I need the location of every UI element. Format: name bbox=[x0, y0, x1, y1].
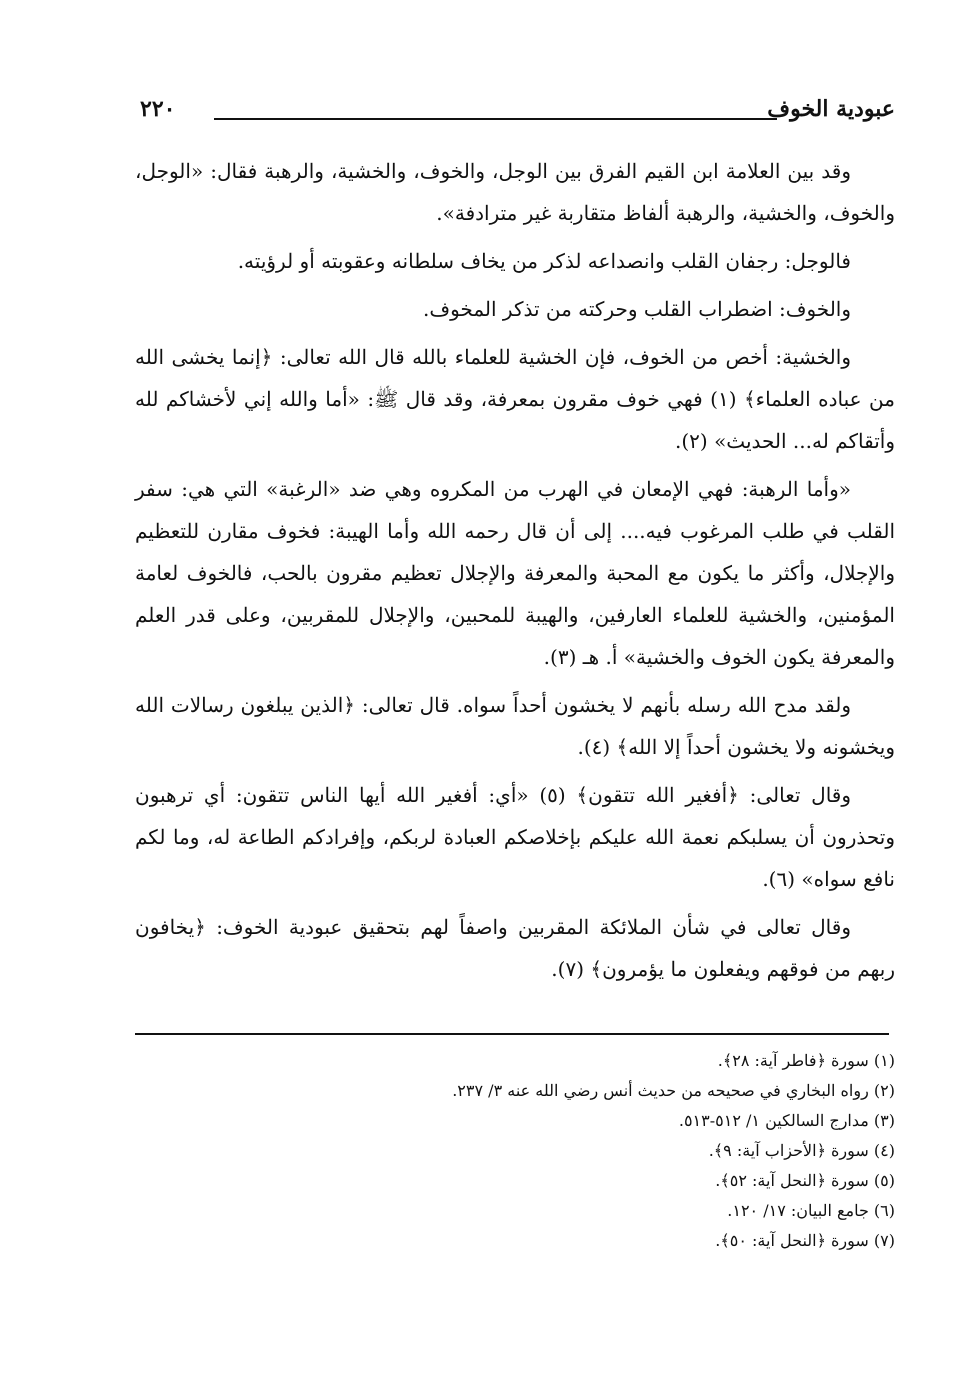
paragraph: والخوف: اضطراب القلب وحركته من تذكر المخوف. bbox=[423, 297, 851, 321]
paragraph: والخشية: أخص من الخوف، فإن الخشية للعلماء بالله قال الله تعالى: ﴿إنما يخشى الله من عباده العلماء﴾ (١) فهي خوف مقرون بمعرفة، وقد قال ﷺ: «أما والله إني لأخشاكم لله وأتقاكم له... الحديث» (٢). bbox=[135, 345, 895, 453]
header-rule bbox=[214, 118, 777, 120]
chapter-title: عبودية الخوف bbox=[767, 96, 895, 122]
paragraph: فالوجل: رجفان القلب وانصداعه لذكر من يخاف سلطانه وعقوبته أو لرؤيته. bbox=[237, 249, 851, 273]
footnote-divider bbox=[135, 1033, 889, 1035]
main-text bbox=[135, 150, 895, 996]
footnotes bbox=[135, 1046, 895, 1256]
page-header bbox=[140, 92, 895, 132]
paragraph: وقال تعالى: ﴿أفغير الله تتقون﴾ (٥) «أي: أفغير الله أيها الناس تتقون: أي ترهبون وتحذرون أن يسلبكم نعمة الله عليكم بإخلاصكم العبادة لربكم، وإفرادكم الطاعة له، وما لكم نافع سواه» (٦). bbox=[135, 783, 895, 891]
paragraph: ولقد مدح الله رسله بأنهم لا يخشون أحداً سواه. قال تعالى: ﴿الذين يبلغون رسالات الله ويخشونه ولا يخشون أحداً إلا الله﴾ (٤). bbox=[135, 693, 895, 759]
footnote: (٤) سورة ﴿الأحزاب آية: ٩﴾. bbox=[708, 1141, 895, 1160]
footnote: (٦) جامع البيان: ١٧/ ١٢٠. bbox=[727, 1201, 895, 1220]
paragraph: وقال تعالى في شأن الملائكة المقربين واصفاً لهم بتحقيق عبودية الخوف: ﴿يخافون ربهم من فوقهم ويفعلون ما يؤمرون﴾ (٧). bbox=[135, 915, 895, 981]
footnote: (٥) سورة ﴿النحل آية: ٥٢﴾. bbox=[715, 1171, 895, 1190]
footnote: (١) سورة ﴿فاطر آية: ٢٨﴾. bbox=[717, 1051, 895, 1070]
paragraph: وقد بين العلامة ابن القيم الفرق بين الوجل، والخوف، والخشية، والرهبة فقال: «الوجل، والخوف، والخشية، والرهبة ألفاظ متقاربة غير مترادفة». bbox=[135, 159, 895, 225]
paragraph: «وأما الرهبة: فهي الإمعان في الهرب من المكروه وهي ضد «الرغبة» التي هي: سفر القلب في طلب المرغوب فيه.... إلى أن قال رحمه الله وأما الهيبة: فخوف مقارن للتعظيم والإجلال، وأكثر ما يكون مع المحبة والمعرفة والإجلال تعظيم مقرون بالحب، فالخوف لعامة المؤمنين، والخشية للعلماء العارفين، والهيبة للمحبين، والإجلال للمقربين، وعلى قدر العلم والمعرفة يكون الخوف والخشية» أ. هـ (٣). bbox=[135, 477, 895, 669]
page-number: ٢٢٠ bbox=[140, 96, 176, 122]
footnote: (٣) مدارج السالكين ١/ ٥١٢-٥١٣. bbox=[678, 1111, 895, 1130]
footnote: (٧) سورة ﴿النحل آية: ٥٠﴾. bbox=[715, 1231, 895, 1250]
footnote: (٢) رواه البخاري في صحيحه من حديث أنس رضي الله عنه ٣/ ٢٣٧. bbox=[452, 1081, 895, 1100]
